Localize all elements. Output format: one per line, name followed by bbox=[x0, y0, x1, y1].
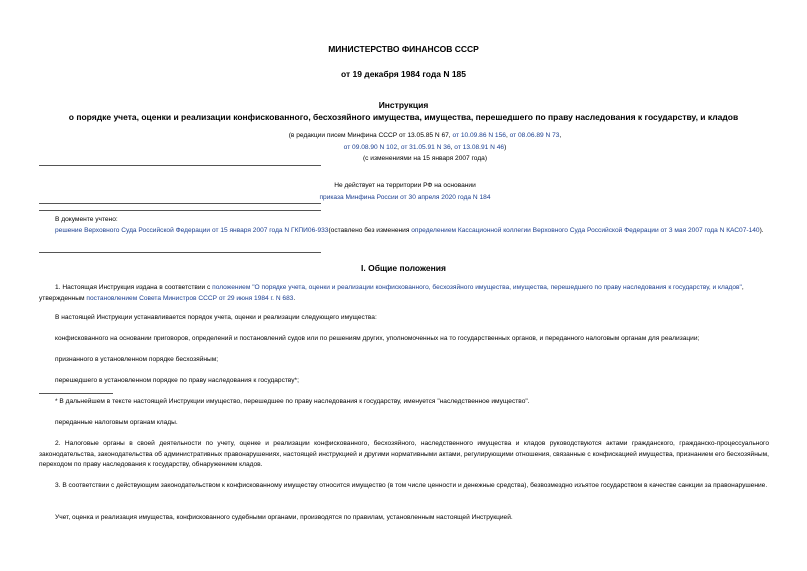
edition-sep-4: , bbox=[450, 143, 455, 151]
divider bbox=[39, 203, 321, 204]
paragraph-8: 3. В соответствии с действующим законодательством к конфискованному имуществу относится имущество (в том числе ценности и денежные средства), безвозмездно изъятое государством в качестве санкции за правонарушение. bbox=[55, 482, 768, 489]
paragraph-9: Учет, оценка и реализация имущества, конфискованного судебными органами, производятся по правилам, установленным настоящей Инструкцией. bbox=[55, 514, 513, 521]
edition-prefix: (в редакции писем Минфина СССР от 13.05.85 N 67, bbox=[288, 132, 453, 139]
edition-sep-2: , bbox=[559, 132, 562, 139]
p1-text-a: 1. Настоящая Инструкция издана в соответствии с bbox=[55, 284, 213, 291]
document-date: от 19 декабря 1984 года N 185 bbox=[340, 69, 467, 79]
considered-end: ). bbox=[759, 227, 764, 234]
paragraph-3: конфискованного на основании приговоров, определений и постановлений судов или по решениям других, уполномоченных на то государственных органов, и переданного налоговым органам для реализации; bbox=[55, 335, 700, 342]
considered-text bbox=[39, 226, 769, 237]
edition-suffix: ) bbox=[504, 143, 507, 151]
footnote-divider bbox=[39, 393, 113, 394]
p1-text-c: . bbox=[293, 294, 296, 302]
document-subtitle: о порядке учета, оценки и реализации конфискованного, бесхозяйного имущества, имущества, перешедшего по праву наследования к государству, и кладов bbox=[68, 112, 739, 122]
edition-link-3[interactable]: от 09.08.90 N 102 bbox=[343, 143, 398, 151]
considered-link-1[interactable]: решение Верховного Суда Российской Федерации от 15 января 2007 года N ГКПИ06-933 bbox=[55, 227, 329, 234]
edition-sep-1: , bbox=[505, 132, 510, 139]
paragraph-2: В настоящей Инструкции устанавливается порядок учета, оценки и реализации следующего имущества: bbox=[55, 314, 377, 321]
not-valid-text: Не действует на территории РФ на основании bbox=[334, 182, 476, 189]
section-heading: I. Общие положения bbox=[361, 263, 446, 273]
ministry-heading: МИНИСТЕРСТВО ФИНАНСОВ СССР bbox=[328, 44, 479, 54]
paragraph-6: переданные налоговым органам клады. bbox=[55, 419, 178, 426]
p1-text-b: , утвержденным bbox=[39, 284, 744, 302]
edition-link-1[interactable]: от 10.09.86 N 156 bbox=[452, 132, 506, 139]
edition-changes: (с изменениями на 15 января 2007 года) bbox=[362, 155, 488, 162]
divider bbox=[39, 210, 321, 211]
considered-link-2[interactable]: определением Кассационной коллегии Верховного Суда Российской Федерации от 3 мая 2007 года N КАС07-140 bbox=[411, 227, 760, 234]
not-valid-note bbox=[210, 180, 600, 203]
considered-mid: (оставлено без изменения bbox=[328, 227, 412, 234]
paragraph-5: перешедшего в установленном порядке по праву наследования к государству*; bbox=[55, 377, 299, 384]
divider bbox=[39, 165, 321, 166]
p1-link-decree[interactable]: постановлением Совета Министров СССР от 29 июня 1984 г. N 683 bbox=[86, 294, 294, 302]
edition-note bbox=[215, 130, 635, 165]
p1-link-regulation[interactable]: положением "О порядке учета, оценки и реализации конфискованного, бесхозяйного имущества, имущества, перешедшего по праву наследования к государству, и кладов" bbox=[212, 284, 742, 291]
paragraph-4: признанного в установленном порядке бесхозяйным; bbox=[55, 356, 219, 363]
paragraph-1 bbox=[39, 283, 769, 304]
not-valid-link[interactable]: приказа Минфина России от 30 апреля 2020 года N 184 bbox=[319, 193, 491, 201]
edition-link-4[interactable]: от 31.05.91 N 36 bbox=[400, 143, 451, 151]
edition-link-5[interactable]: от 13.08.91 N 46 bbox=[454, 143, 505, 151]
edition-sep-3: , bbox=[397, 143, 401, 151]
edition-link-2[interactable]: от 08.06.89 N 73 bbox=[509, 132, 560, 139]
paragraph-7: 2. Налоговые органы в своей деятельности по учету, оценке и реализации конфискованного, бесхозяйного, наследственного имущества и кладов руководствуются актами гражданского, гражданско-процессуального законодательства, законодательства об административных правонарушениях, настоящей инструкцией и другими нормативными актами, регулирующими отношения, связанные с конфискацией имущества, признанием его бесхозяйным, переходом по праву наследования к государству, обнаружением кладов. bbox=[39, 440, 769, 468]
divider bbox=[39, 252, 321, 253]
considered-label: В документе учтено: bbox=[55, 216, 118, 223]
footnote: * В дальнейшем в тексте настоящей Инструкции имущество, перешедшее по праву наследования к государству, именуется "наследственное имущество". bbox=[55, 398, 530, 405]
document-title: Инструкция bbox=[378, 100, 429, 110]
